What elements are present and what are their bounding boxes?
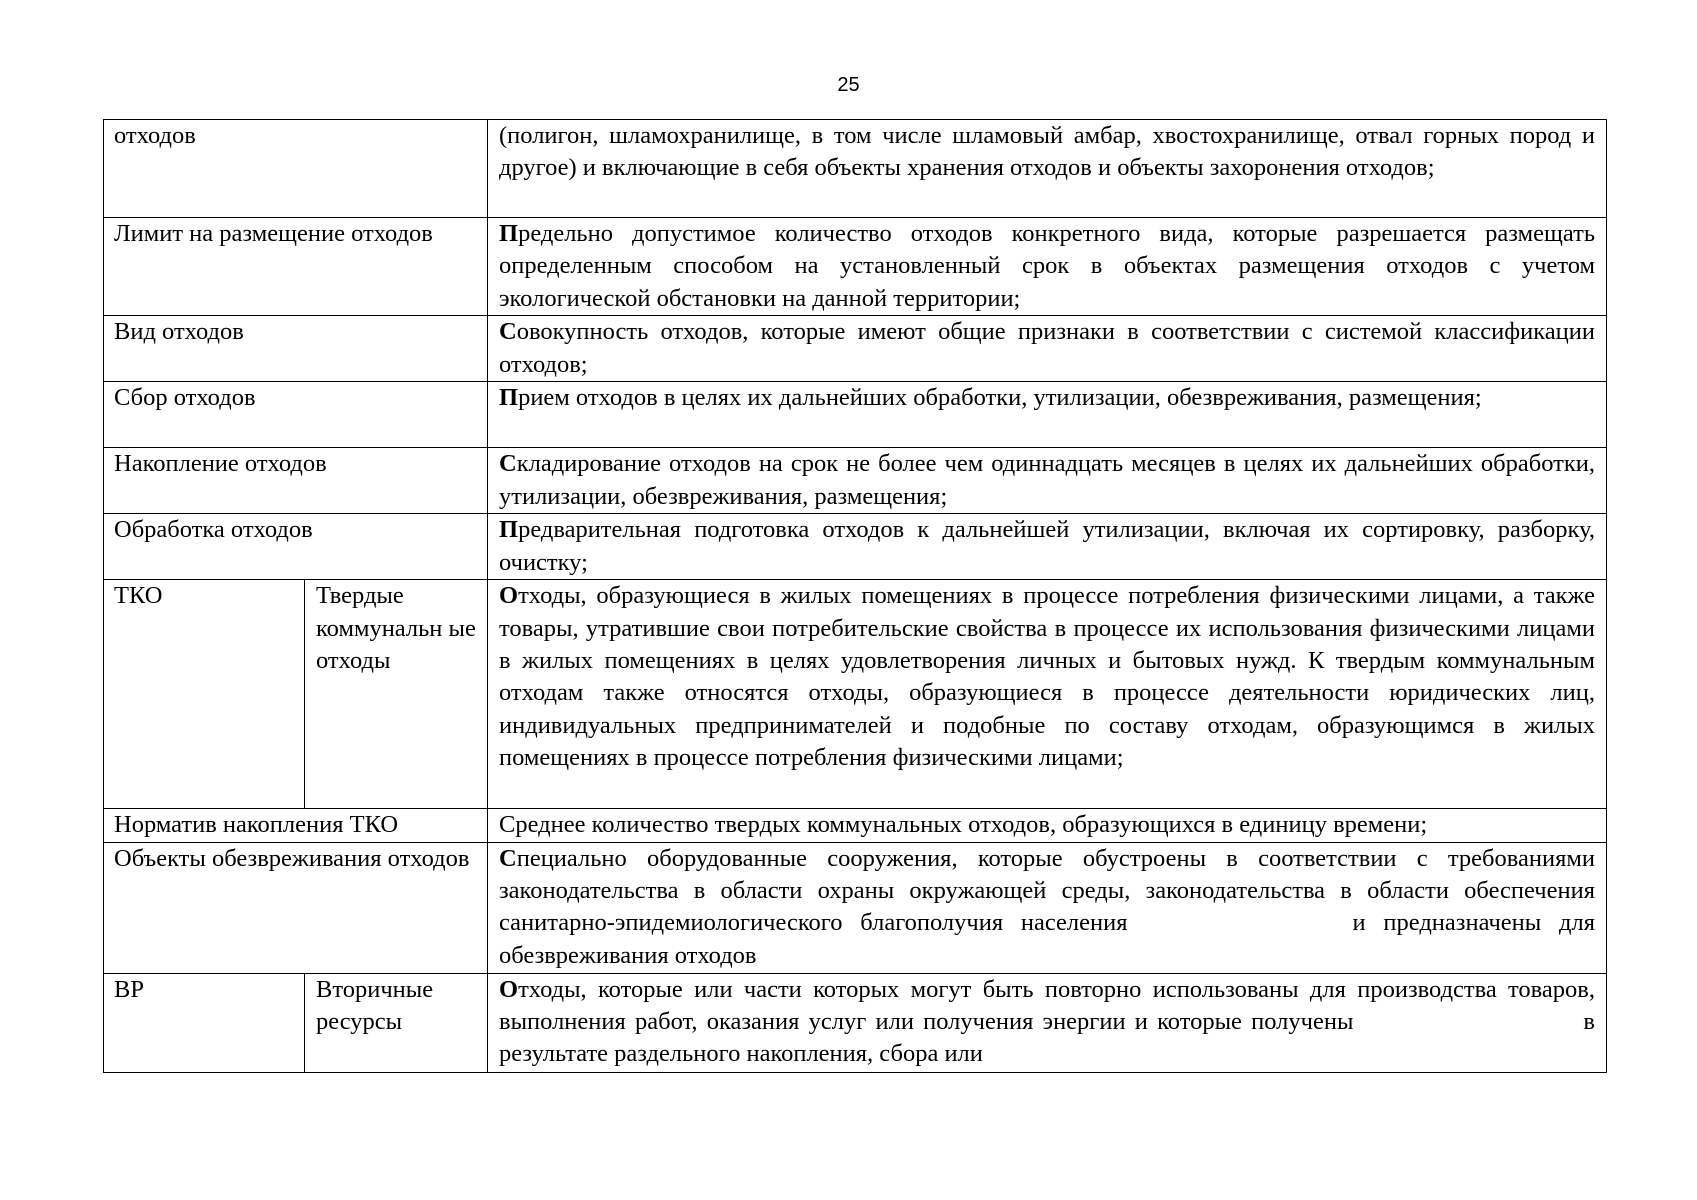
definition-text: рием отходов в целях их дальнейших обработки, утилизации, обезвреживания, размещения; [518,384,1482,412]
definition-lead-letter: О [499,975,519,1003]
definition-cell [488,382,1607,448]
term-text: Норматив накопления ТКО [114,811,399,839]
definition-text: в результате раздельного накопления, сбора или [499,1008,1595,1068]
term-cell [104,120,488,218]
abbreviation-expansion-text: Вторичные ресурсы [316,975,434,1036]
definition-text: Среднее количество твердых коммунальных отходов, образующихся в единицу времени; [499,811,1428,839]
term-cell [104,316,488,382]
definition-text: редельно допустимое количество отходов конкретного вида, которые разрешается размещать определенным способом на установленный срок в объектах размещения отходов с учетом экологической обстановки на данной территории; [499,220,1595,312]
term-cell [104,842,488,973]
definition-text: овокупность отходов, которые имеют общие признаки в соответствии с системой классификации отходов; [499,318,1595,378]
abbreviation-expansion-cell [305,580,488,809]
term-text: Лимит на размещение отходов [114,220,433,247]
definition-cell [488,514,1607,580]
definition-lead-letter: П [499,516,519,544]
definition-cell [488,316,1607,382]
definition-text: (полигон, шламохранилище, в том числе шламовый амбар, хвостохранилище, отвал горных пород и другое) и включающие в себя объекты хранения отходов и объекты захоронения отходов; [499,122,1595,182]
definition-lead-letter: О [499,582,519,610]
term-cell [104,382,488,448]
table-row [104,218,1607,316]
definition-lead-letter: С [499,844,517,872]
definition-cell [488,218,1607,316]
term-cell [104,809,488,842]
definition-cell [488,448,1607,514]
term-text: отходов [114,122,196,149]
term-text: Обработка отходов [114,516,313,544]
table-row [104,316,1607,382]
definition-cell [488,809,1607,842]
definition-text: пециально оборудованные сооружения, которые обустроены в соответствии с требованиями законодательства в области охраны окружающей среды, законодательства в области обеспечения санитарно-эпидемиологического благополучия населения [499,844,1595,937]
definition-lead-letter: П [499,384,519,412]
definition-cell [488,842,1607,973]
table-row [104,120,1607,218]
abbreviation-expansion-cell [305,973,488,1072]
definition-lead-letter: С [499,450,517,478]
glossary-table [103,119,1607,1073]
definition-lead-letter: П [499,220,519,247]
table-row [104,514,1607,580]
table-row [104,973,1607,1072]
abbreviation-text: ТКО [114,582,163,610]
term-text: Накопление отходов [114,450,327,478]
definition-text: кладирование отходов на срок не более чем одиннадцать месяцев в целях их дальнейших обработки, утилизации, обезвреживания, размещения; [499,450,1595,510]
abbreviation-expansion-text: Твердые коммунальн ые отходы [316,582,476,675]
page-number: 25 [837,74,860,96]
term-text: Объекты обезвреживания отходов [114,844,470,872]
term-text: Сбор отходов [114,384,256,412]
abbreviation-cell [104,580,305,809]
term-cell [104,448,488,514]
definition-text: и предназначены для обезвреживания отходов [499,909,1595,969]
definition-text: тходы, образующиеся в жилых помещениях в процессе потребления физическими лицами, а также товары, утратившие свои потребительские свойства в процессе их использования физическими лицами в жилых помещениях в целях удовлетворения личных и бытовых нужд. К твердым коммунальным отходам также относятся отходы, образующиеся в процессе деятельности юридических лиц, индивидуальных предпринимателей и подобные по составу отходам, образующимся в жилых помещениях в процессе потребления физическими лицами; [499,582,1595,772]
table-row [104,382,1607,448]
definition-text: тходы, которые или части которых могут быть повторно использованы для производства товаров, выполнения работ, оказания услуг или получения энергии и которые получены [499,975,1595,1036]
definition-text: редварительная подготовка отходов к дальнейшей утилизации, включая их сортировку, разборку, очистку; [499,516,1595,576]
table-row [104,842,1607,973]
abbreviation-cell [104,973,305,1072]
definition-lead-letter: С [499,318,517,346]
table-row [104,448,1607,514]
term-text: Вид отходов [114,318,244,346]
table-row [104,580,1607,809]
definition-cell [488,120,1607,218]
term-cell [104,514,488,580]
term-cell [104,218,488,316]
abbreviation-text: ВР [114,975,144,1003]
definition-cell [488,973,1607,1072]
definition-cell [488,580,1607,809]
table-row [104,809,1607,842]
